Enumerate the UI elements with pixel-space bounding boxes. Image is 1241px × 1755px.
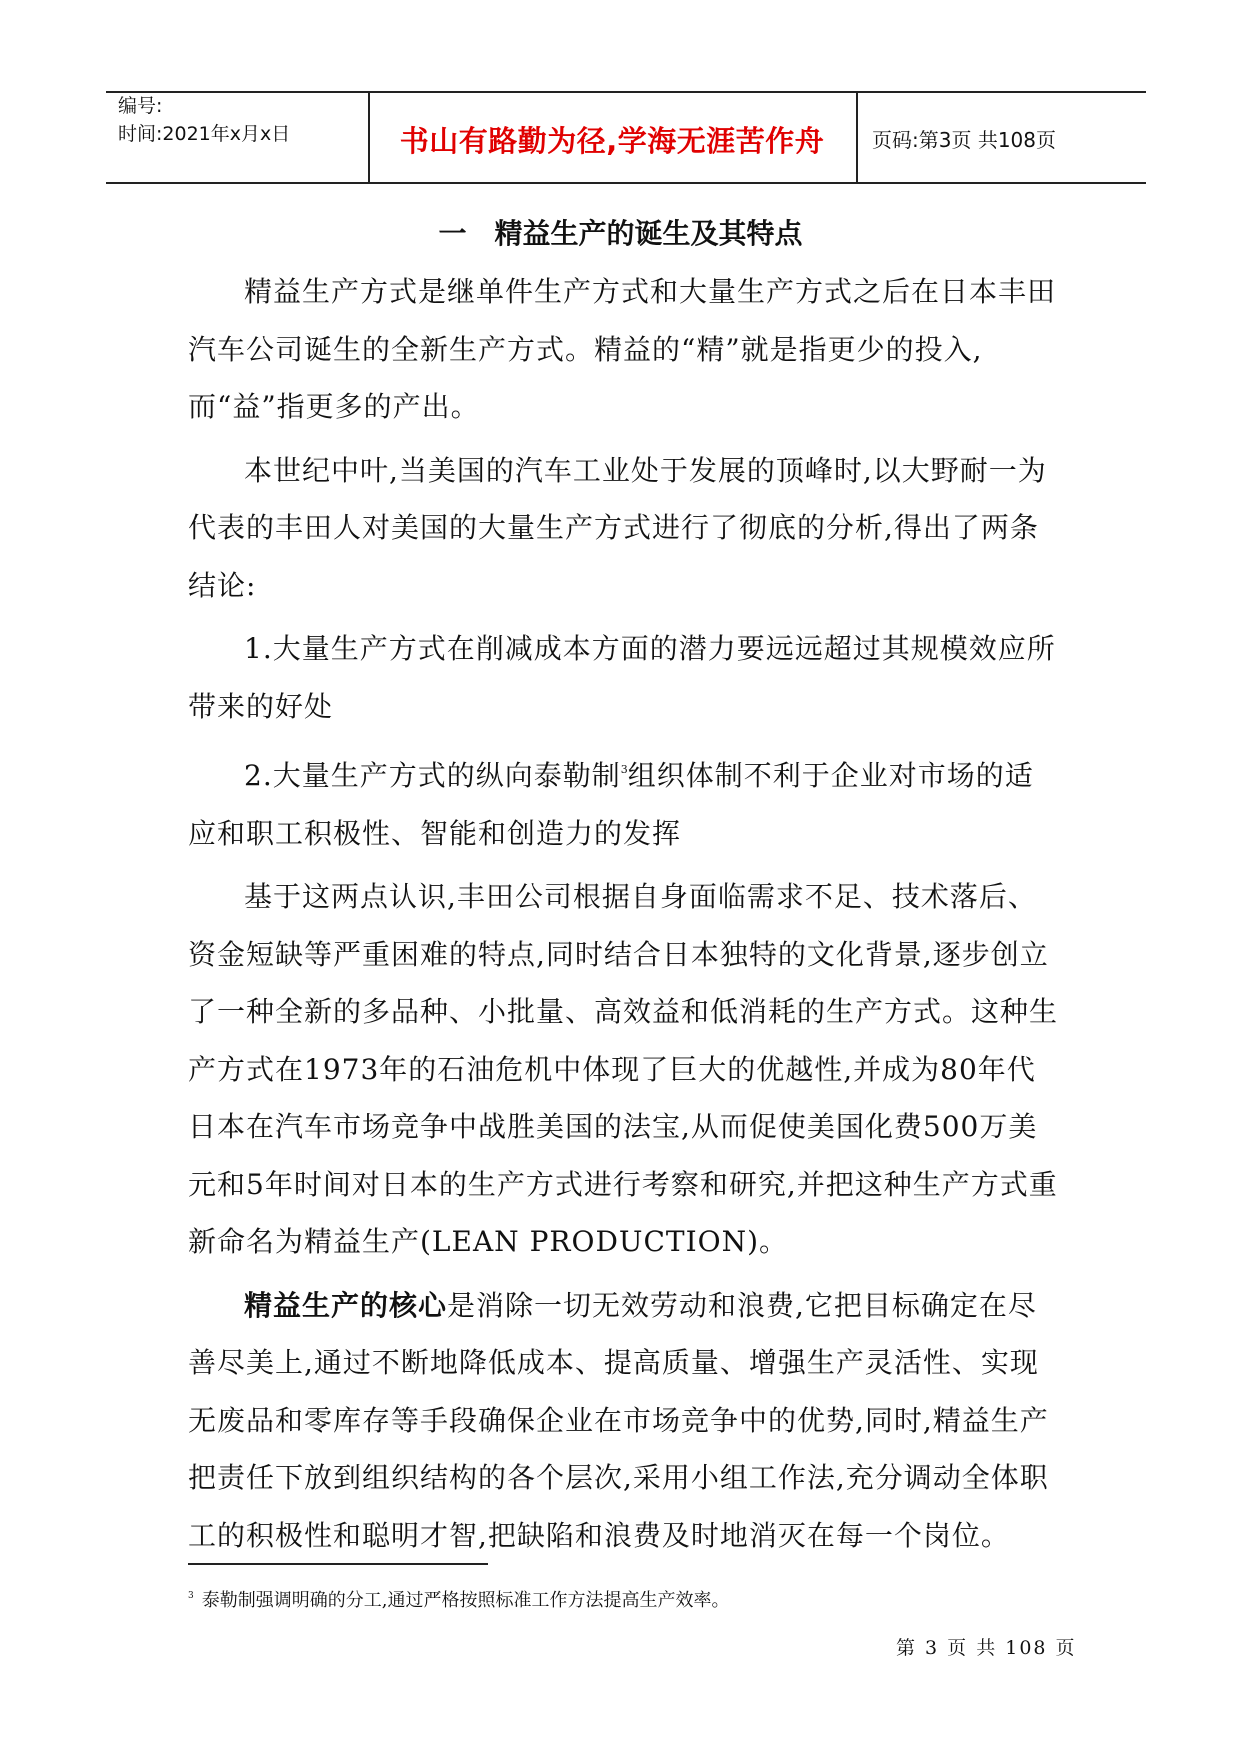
footnote bbox=[188, 1586, 729, 1612]
paragraph-intro: 精益生产方式是继单件生产方式和大量生产方式之后在日本丰田汽车公司诞生的全新生产方式。精益的“精”就是指更少的投入,而“益”指更多的产出。 bbox=[188, 275, 1057, 423]
conclusion-2-text-a: 2.大量生产方式的纵向泰勒制 bbox=[244, 759, 621, 792]
header-page-label: 页码:第3页 共108页 bbox=[872, 128, 1056, 152]
paragraph-toyota: 基于这两点认识,丰田公司根据自身面临需求不足、技术落后、资金短缺等严重困难的特点,同时结合日本独特的文化背景,逐步创立了一种全新的多品种、小批量、高效益和低消耗的生产方式。这种生产方式在1973年的石油危机中体现了巨大的优越性,并成为80年代日本在汽车市场竞争中战胜美国的法宝,从而促使美国化费500万美元和5年时间对日本的生产方式进行考察和研究,并把这种生产方式重新命名为精益生产(LEAN PRODUCTION)。 bbox=[188, 880, 1059, 1258]
header-bottom-rule bbox=[106, 182, 1146, 184]
paragraph-history: 本世纪中叶,当美国的汽车工业处于发展的顶峰时,以大野耐一为代表的丰田人对美国的大量生产方式进行了彻底的分析,得出了两条结论: bbox=[188, 453, 1047, 602]
header-divider-right bbox=[856, 91, 858, 183]
page-footer: 第 3 页 共 108 页 bbox=[896, 1637, 1077, 1659]
header-divider-left bbox=[368, 91, 370, 183]
header-meta bbox=[118, 92, 290, 148]
footnote-rule bbox=[188, 1563, 488, 1565]
paragraph-conclusion-1: 1.大量生产方式在削减成本方面的潜力要远远超过其规模效应所带来的好处 bbox=[188, 632, 1056, 723]
header-number-label: 编号: bbox=[118, 95, 163, 117]
core-text: 是消除一切无效劳动和浪费,它把目标确定在尽善尽美上,通过不断地降低成本、提高质量、增强生产灵活性、实现无废品和零库存等手段确保企业在市场竞争中的优势,同时,精益生产把责任下放到组织结构的各个层次,采用小组工作法,充分调动全体职工的积极性和聪明才智,把缺陷和浪费及时地消灭在每一个岗位。 bbox=[188, 1288, 1049, 1552]
core-heading: 精益生产的核心 bbox=[244, 1288, 448, 1322]
section-title-text: 一 精益生产的诞生及其特点 bbox=[438, 217, 803, 250]
conclusion-2-text-b: 组织体制不利于企业对市场的适应和职工积极性、智能和创造力的发挥 bbox=[188, 759, 1034, 850]
footnote-text: 泰勒制强调明确的分工,通过严格按照标准工作方法提高生产效率。 bbox=[201, 1590, 730, 1611]
header-time-label: 时间:2021年x月x日 bbox=[118, 123, 291, 145]
paragraph-core bbox=[188, 1277, 1058, 1565]
section-title bbox=[0, 212, 1241, 252]
document-body bbox=[188, 263, 1058, 1564]
paragraph-conclusion-2 bbox=[188, 741, 1058, 862]
header-motto: 书山有路勤为径,学海无涯苦作舟 bbox=[399, 124, 825, 158]
footnote-marker: 3 bbox=[188, 1591, 194, 1601]
footnote-reference[interactable]: 3 bbox=[620, 763, 628, 776]
